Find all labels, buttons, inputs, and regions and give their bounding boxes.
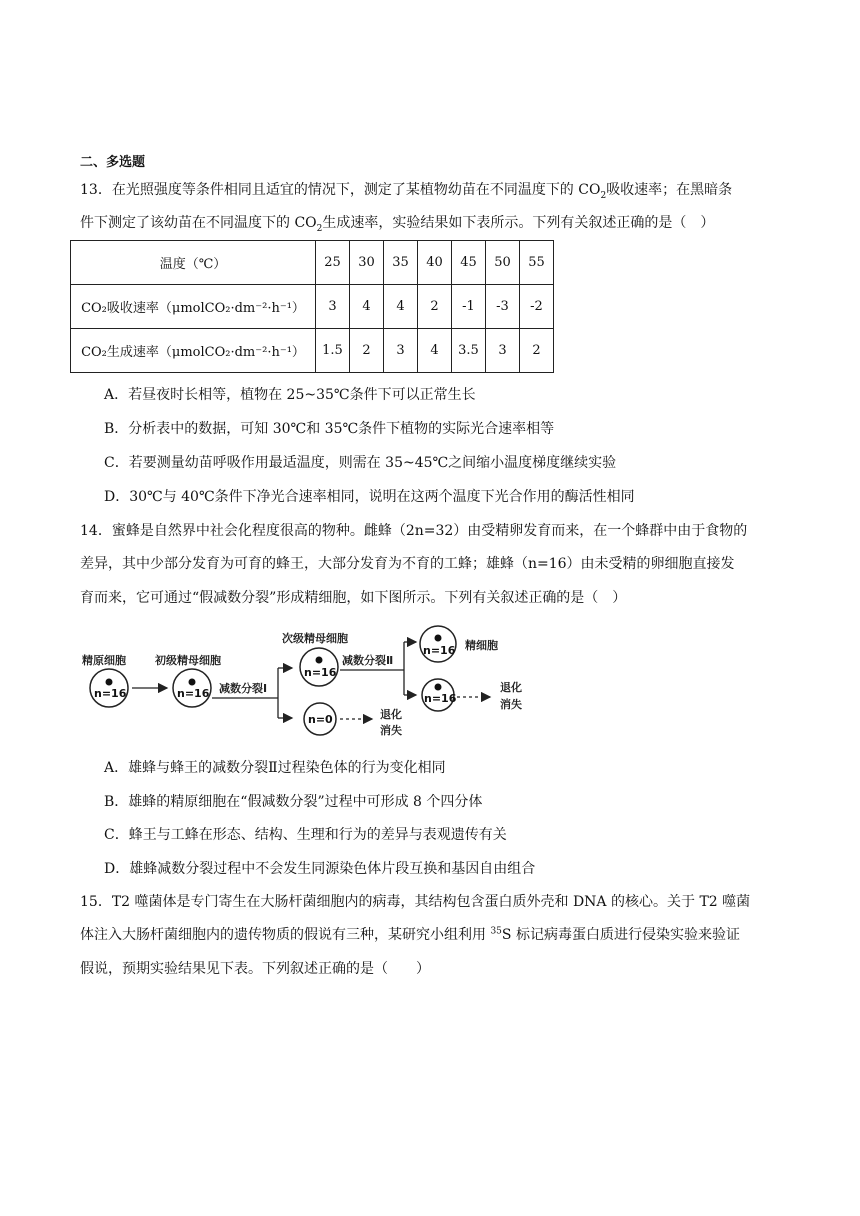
label-disappear: 消失 — [380, 724, 402, 737]
table-row-production — [71, 329, 554, 373]
produce-cell: 2 — [350, 329, 384, 373]
q14-option-a[interactable]: A．雄蜂与蜂王的减数分裂Ⅱ过程染色体的行为变化相同 — [104, 760, 446, 776]
temp-cell: 55 — [520, 241, 554, 285]
q14-option-c[interactable]: C．蜂王与工蜂在形态、结构、生理和行为的差异与表观遗传有关 — [104, 827, 507, 843]
row-label-absorption: CO₂吸收速率（μmolCO₂·dm⁻²·h⁻¹） — [71, 285, 316, 329]
absorb-cell: 4 — [384, 285, 418, 329]
temp-cell: 50 — [486, 241, 520, 285]
ploidy-label-zero: n=0 — [308, 713, 333, 726]
q13-data-table — [70, 240, 554, 373]
label-meiosis-1: 减数分裂Ⅰ — [219, 682, 268, 695]
label-sperm: 精细胞 — [465, 639, 498, 652]
nucleus-dot — [189, 679, 196, 686]
q13-option-c[interactable]: C．若要测量幼苗呼吸作用最适温度，则需在 35~45℃之间缩小温度梯度继续实验 — [104, 455, 617, 471]
ploidy-label: n=16 — [423, 644, 456, 657]
label-disappear: 消失 — [500, 698, 522, 711]
absorb-cell: -2 — [520, 285, 554, 329]
q13-stem-line-1: 13．在光照强度等条件相同且适宜的情况下，测定了某植物幼苗在不同温度下的 $CO_2$吸收速率；在黑暗条 — [80, 182, 733, 201]
q14-option-b[interactable]: B．雄蜂的精原细胞在“假减数分裂”过程中可形成 8 个四分体 — [104, 794, 483, 810]
produce-cell: 4 — [418, 329, 452, 373]
ploidy-label: n=16 — [304, 666, 337, 679]
absorb-cell: 3 — [316, 285, 350, 329]
q14-option-d[interactable]: D．雄蜂减数分裂过程中不会发生同源染色体片段互换和基因自由组合 — [104, 861, 536, 877]
temp-cell: 40 — [418, 241, 452, 285]
table-row-temperature — [71, 241, 554, 285]
q14-stem-line-3: 育而来，它可通过“假减数分裂”形成精细胞，如下图所示。下列有关叙述正确的是（ ） — [80, 590, 627, 606]
temp-cell: 25 — [316, 241, 350, 285]
section-title: 二、多选题 — [80, 155, 146, 170]
q14-stem-line-1: 14．蜜蜂是自然界中社会化程度很高的物种。雌蜂（2n=32）由受精卵发育而来，在一个蜂群中由于食物的 — [80, 523, 748, 539]
q14-stem-line-2: 差异，其中少部分发育为可育的蜂王，大部分发育为不育的工蜂；雄蜂（n=16）由未受精的卵细胞直接发 — [80, 556, 735, 572]
row-label-temperature: 温度（℃） — [71, 241, 316, 285]
label-spermatogonium: 精原细胞 — [82, 654, 126, 667]
row-label-production: CO₂生成速率（μmolCO₂·dm⁻²·h⁻¹） — [71, 329, 316, 373]
temp-cell: 35 — [384, 241, 418, 285]
ploidy-label: n=16 — [424, 692, 457, 705]
absorb-cell: 4 — [350, 285, 384, 329]
absorb-cell: -3 — [486, 285, 520, 329]
ploidy-label: n=16 — [177, 687, 210, 700]
temp-cell: 30 — [350, 241, 384, 285]
q15-stem-line-3: 假说，预期实验结果见下表。下列叙述正确的是（ ） — [80, 961, 430, 977]
q13-option-b[interactable]: B．分析表中的数据，可知 30℃和 35℃条件下植物的实际光合速率相等 — [104, 421, 555, 437]
table-row-absorption — [71, 285, 554, 329]
q13-stem-line-2: 件下测定了该幼苗在不同温度下的 $CO_2$生成速率，实验结果如下表所示。下列有关叙述正确的是（ ） — [80, 215, 715, 234]
produce-cell: 1.5 — [316, 329, 350, 373]
label-secondary-spermatocyte: 次级精母细胞 — [282, 632, 348, 645]
ploidy-label: n=16 — [94, 687, 127, 700]
temp-cell: 45 — [452, 241, 486, 285]
produce-cell: 3 — [384, 329, 418, 373]
pseudo-meiosis-diagram — [82, 620, 562, 745]
nucleus-dot — [106, 679, 113, 686]
label-degrade: 退化 — [500, 681, 522, 694]
nucleus-dot — [435, 635, 442, 642]
absorb-cell: -1 — [452, 285, 486, 329]
absorb-cell: 2 — [418, 285, 452, 329]
nucleus-dot — [435, 684, 442, 691]
label-meiosis-2: 减数分裂Ⅱ — [342, 654, 394, 667]
label-degrade: 退化 — [380, 708, 402, 721]
produce-cell: 3 — [486, 329, 520, 373]
q13-option-a[interactable]: A．若昼夜时长相等，植物在 25~35℃条件下可以正常生长 — [104, 387, 476, 403]
q15-stem-line-2: 体注入大肠杆菌细胞内的遗传物质的假说有三种，某研究小组利用 $^{35}$S 标记病毒蛋白质进行侵染实验来验证 — [80, 926, 740, 943]
label-primary-spermatocyte: 初级精母细胞 — [155, 654, 221, 667]
q13-option-d[interactable]: D．30℃与 40℃条件下净光合速率相同，说明在这两个温度下光合作用的酶活性相同 — [104, 489, 635, 505]
produce-cell: 3.5 — [452, 329, 486, 373]
produce-cell: 2 — [520, 329, 554, 373]
nucleus-dot — [316, 657, 323, 664]
q15-stem-line-1: 15．T2 噬菌体是专门寄生在大肠杆菌细胞内的病毒，其结构包含蛋白质外壳和 DNA 的核心。关于 T2 噬菌 — [80, 894, 751, 910]
